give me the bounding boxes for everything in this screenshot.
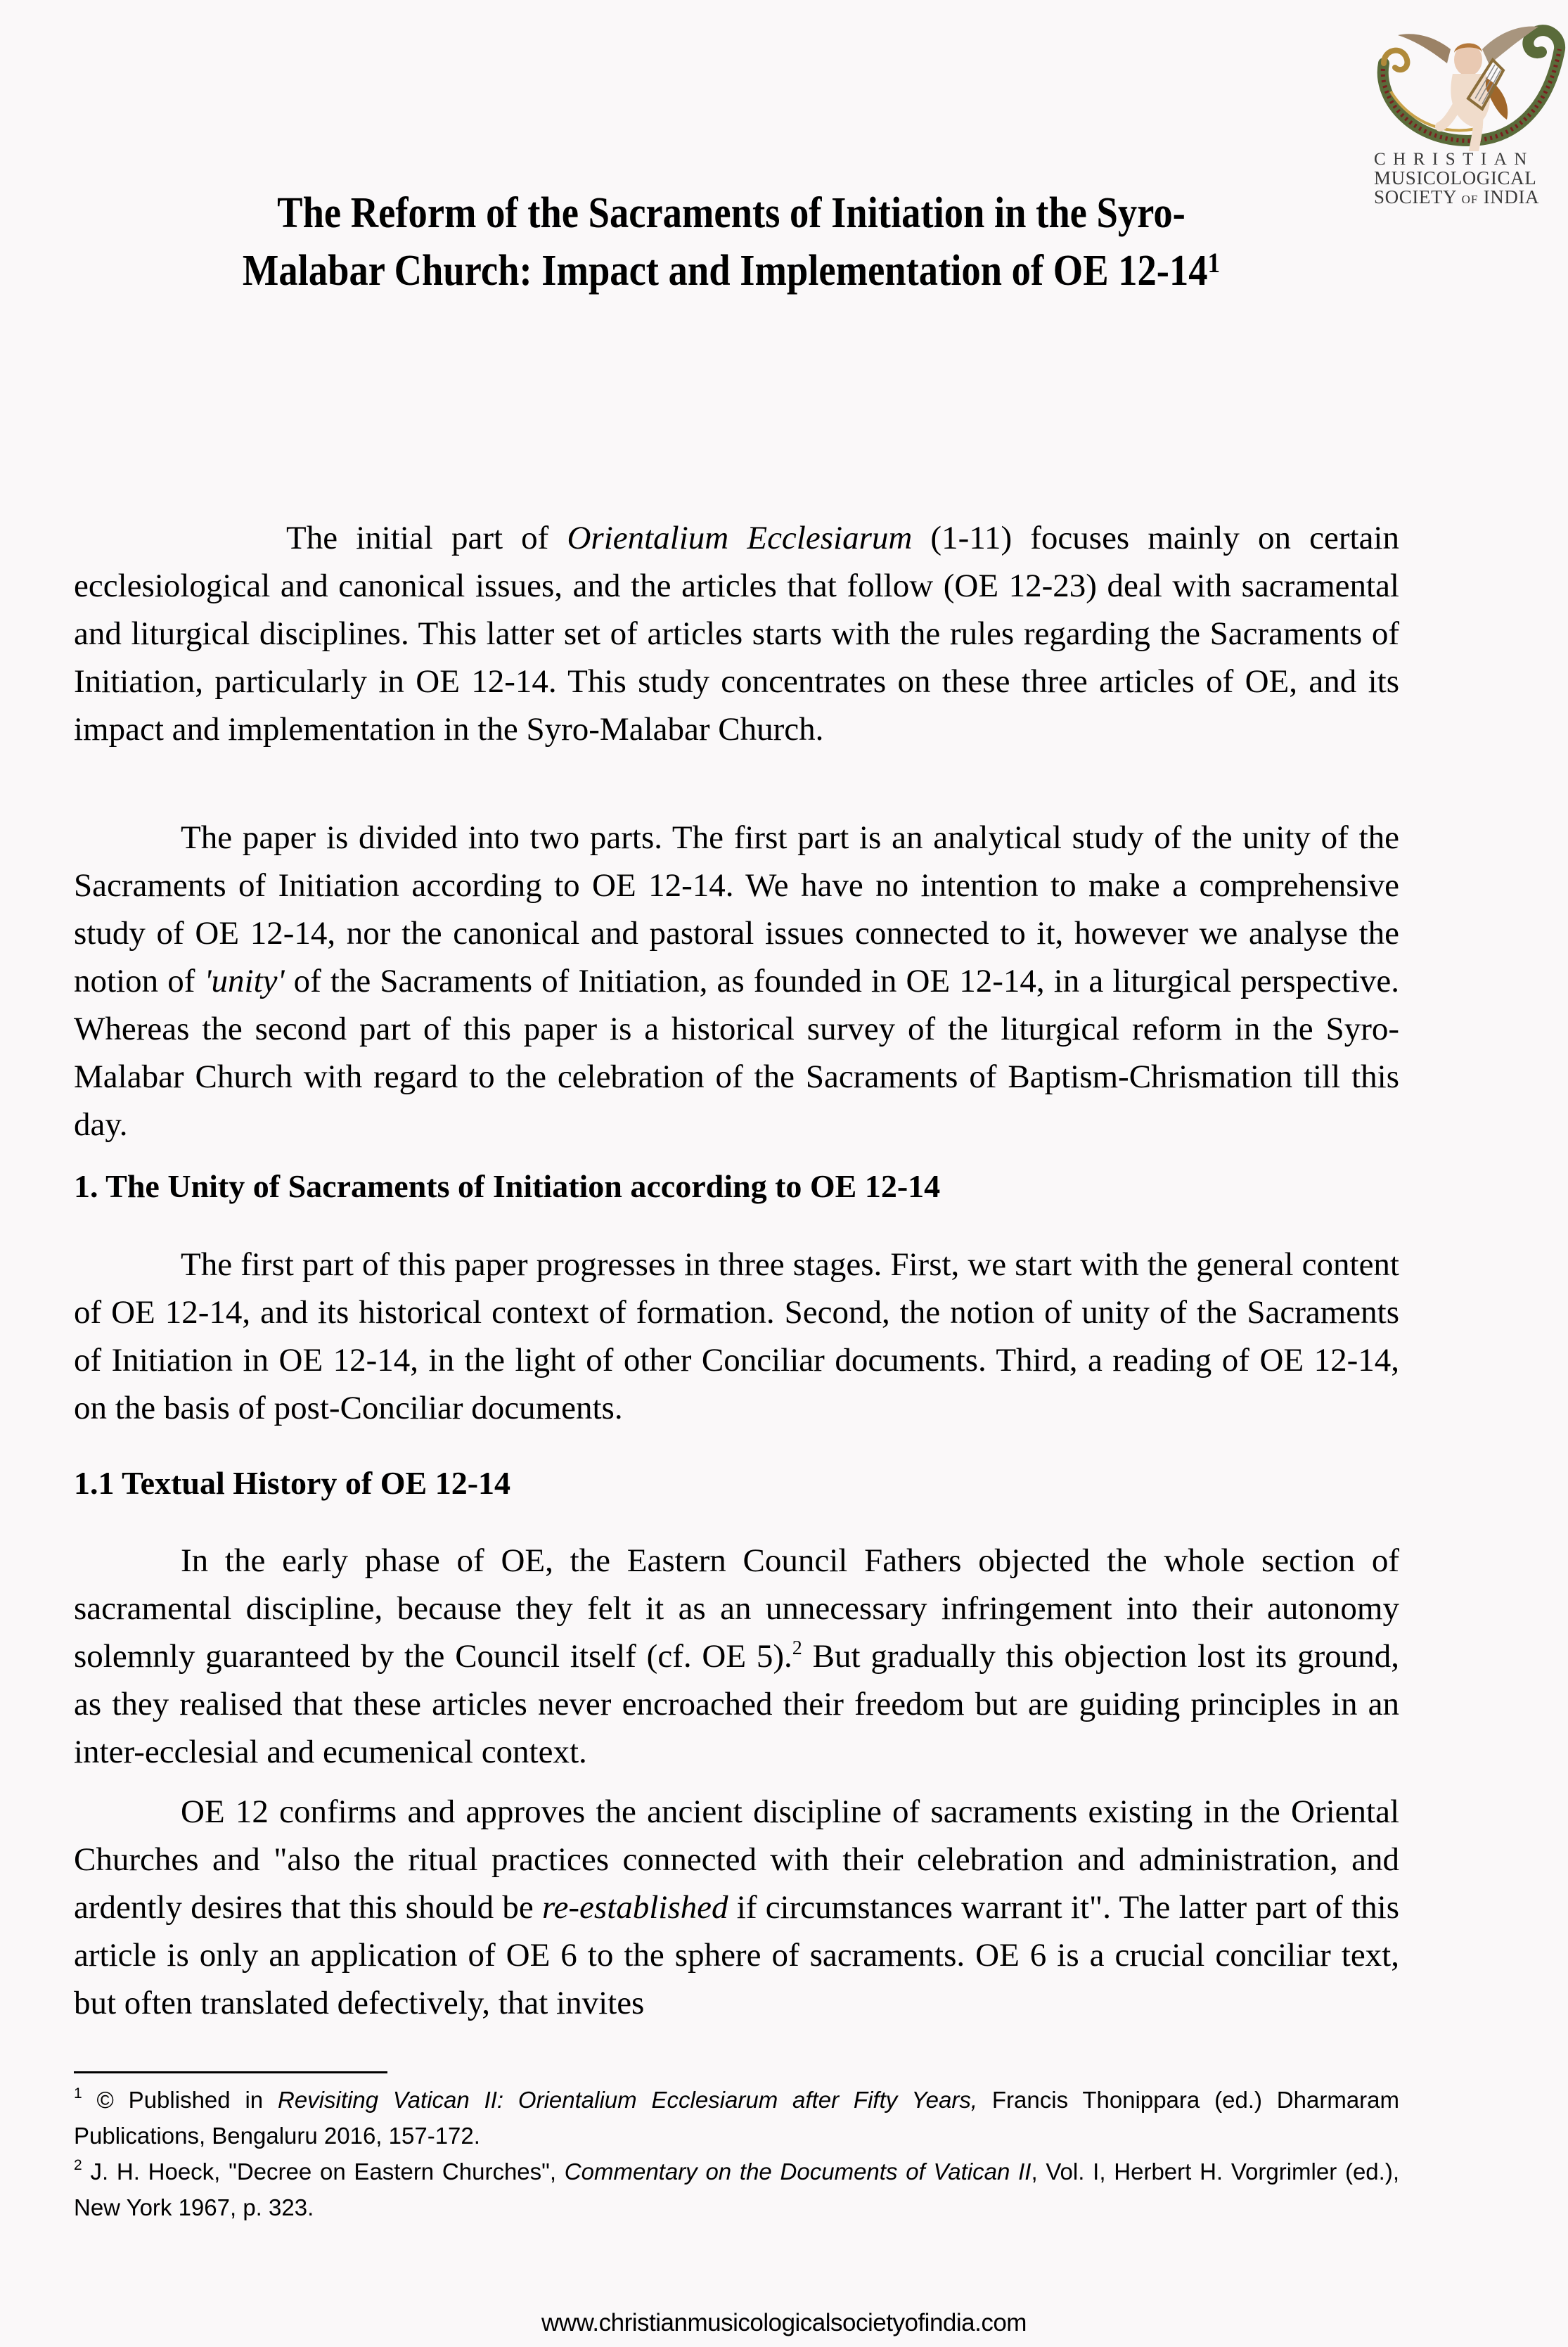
p5-text-a: OE 12 confirms and approves the ancient discipline of sacraments existing in the Oriental Churches and "also the ritual practices connected with their celebration and administration, and ardently desires that this should be [74, 1793, 1399, 1926]
logo-text-line2: MUSICOLOGICAL [1374, 167, 1537, 188]
footnote-2-text-b: , Vol. I, Herbert H. Vorgrimler (ed.), New York 1967, p. 323. [74, 2159, 1399, 2220]
footnote-separator [74, 2071, 387, 2073]
p1-text-a: The initial part of [286, 520, 567, 556]
p2-text-a: The paper is divided into two parts. The first part is an analytical study of the unity of the Sacraments of Initiation according to OE 12-14. We have no intention to make a comprehensive study of OE 12-14, nor the canonical and pastoral issues connected to it, however we analyse the notion of [74, 819, 1399, 999]
footnote-2-italic: Commentary on the Documents of Vatican II [564, 2159, 1032, 2185]
title-line1: The Reform of the Sacraments of Initiation in the Syro- [277, 189, 1185, 237]
title-line2-text: Malabar Church: Impact and Implementation of OE 12-14 [242, 247, 1208, 295]
angel-with-harp-icon [1370, 21, 1567, 151]
logo-text-line3 [1374, 188, 1564, 209]
title-line2 [150, 242, 1313, 300]
footnote-1 [74, 2082, 1399, 2154]
society-name [1374, 150, 1564, 209]
p2-italic: 'unity' [204, 963, 285, 999]
p4-text-a: In the early phase of OE, the Eastern Council Fathers objected the whole section of sacramental discipline, because they felt it as an unnecessary infringement into their autonomy solemnly guaranteed by the Council itself (cf. OE 5). [74, 1542, 1399, 1675]
p4-footnote-ref[interactable]: 2 [792, 1637, 802, 1659]
logo-society: SOCIETY [1374, 186, 1457, 207]
section-heading-1 [74, 1163, 1399, 1210]
footnote-2-text-a: J. H. Hoeck, "Decree on Eastern Churches", [82, 2159, 565, 2185]
paragraph-oe12 [74, 1788, 1399, 2027]
heading-textual-history: 1.1 Textual History of OE 12-14 [74, 1465, 511, 1501]
p4-text-b: But gradually this objection lost its ground, as they realised that these articles never encroached their freedom but are guiding principles in an inter-ecclesial and ecumenical context. [74, 1638, 1400, 1770]
p1-italic: Orientalium Ecclesiarum [567, 520, 913, 556]
paragraph-structure [74, 814, 1399, 1149]
footnote-1-text-b: Francis Thonippara (ed.) Dharmaram Publications, Bengaluru 2016, 157-172. [74, 2087, 1399, 2149]
p1-text-b: (1-11) focuses mainly on certain ecclesiological and canonical issues, and the articles that follow (OE 12-23) deal with sacramental and liturgical disciplines. This latter set of articles starts with the rules regarding the Sacraments of Initiation, particularly in OE 12-14. This study concentrates on these three articles of OE, and its impact and implementation in the Syro-Malabar Church. [74, 520, 1399, 748]
footnote-2-number: 2 [74, 2157, 82, 2173]
paragraph-3: The first part of this paper progresses in three stages. First, we start with the general content of OE 12-14, and its historical context of formation. Second, the notion of unity of the Sacraments of Initiation in OE 12-14, in the light of other Conciliar documents. Third, a reading of OE 12-14, on the basis of post-Conciliar documents. [74, 1246, 1399, 1426]
footnote-2 [74, 2154, 1399, 2225]
paragraph-4 [74, 1537, 1399, 1776]
paragraph-1 [74, 514, 1399, 753]
logo-india: INDIA [1483, 186, 1540, 207]
footnotes [74, 2082, 1399, 2225]
paragraph-intro [74, 514, 1399, 753]
paragraph-early-phase [74, 1537, 1399, 1776]
document-title [150, 184, 1313, 300]
paragraph-2 [74, 814, 1399, 1149]
paragraph-stages [74, 1241, 1399, 1432]
footnote-1-number: 1 [74, 2085, 82, 2102]
title-footnote-ref[interactable]: 1 [1207, 247, 1221, 279]
society-logo [1370, 21, 1567, 207]
p2-text-b: of the Sacraments of Initiation, as founded in OE 12-14, in a liturgical perspective. Whereas the second part of this paper is a historical survey of the liturgical reform in the Syro-Malabar Church with regard to the celebration of the Sacraments of Baptism-Chrismation till this day. [74, 963, 1399, 1143]
heading-unity: 1. The Unity of Sacraments of Initiation according to OE 12-14 [74, 1168, 941, 1204]
section-heading-1-1 [74, 1459, 1399, 1507]
logo-text-line1: CHRISTIAN [1374, 150, 1534, 169]
paragraph-5 [74, 1788, 1399, 2027]
logo-of: OF [1461, 193, 1479, 206]
p5-italic: re-established [541, 1889, 728, 1926]
p5-text-b: if circumstances warrant it". The latter part of this article is only an application of OE 6 to the sphere of sacraments. OE 6 is a crucial conciliar text, but often translated defectively, that invites [74, 1889, 1399, 2021]
footnote-1-text-a: © Published in [82, 2087, 278, 2113]
footer-website-link[interactable]: www.christianmusicologicalsocietyofindia.com [541, 2309, 1027, 2336]
footnote-1-italic: Revisiting Vatican II: Orientalium Ecclesiarum after Fifty Years, [278, 2087, 978, 2113]
